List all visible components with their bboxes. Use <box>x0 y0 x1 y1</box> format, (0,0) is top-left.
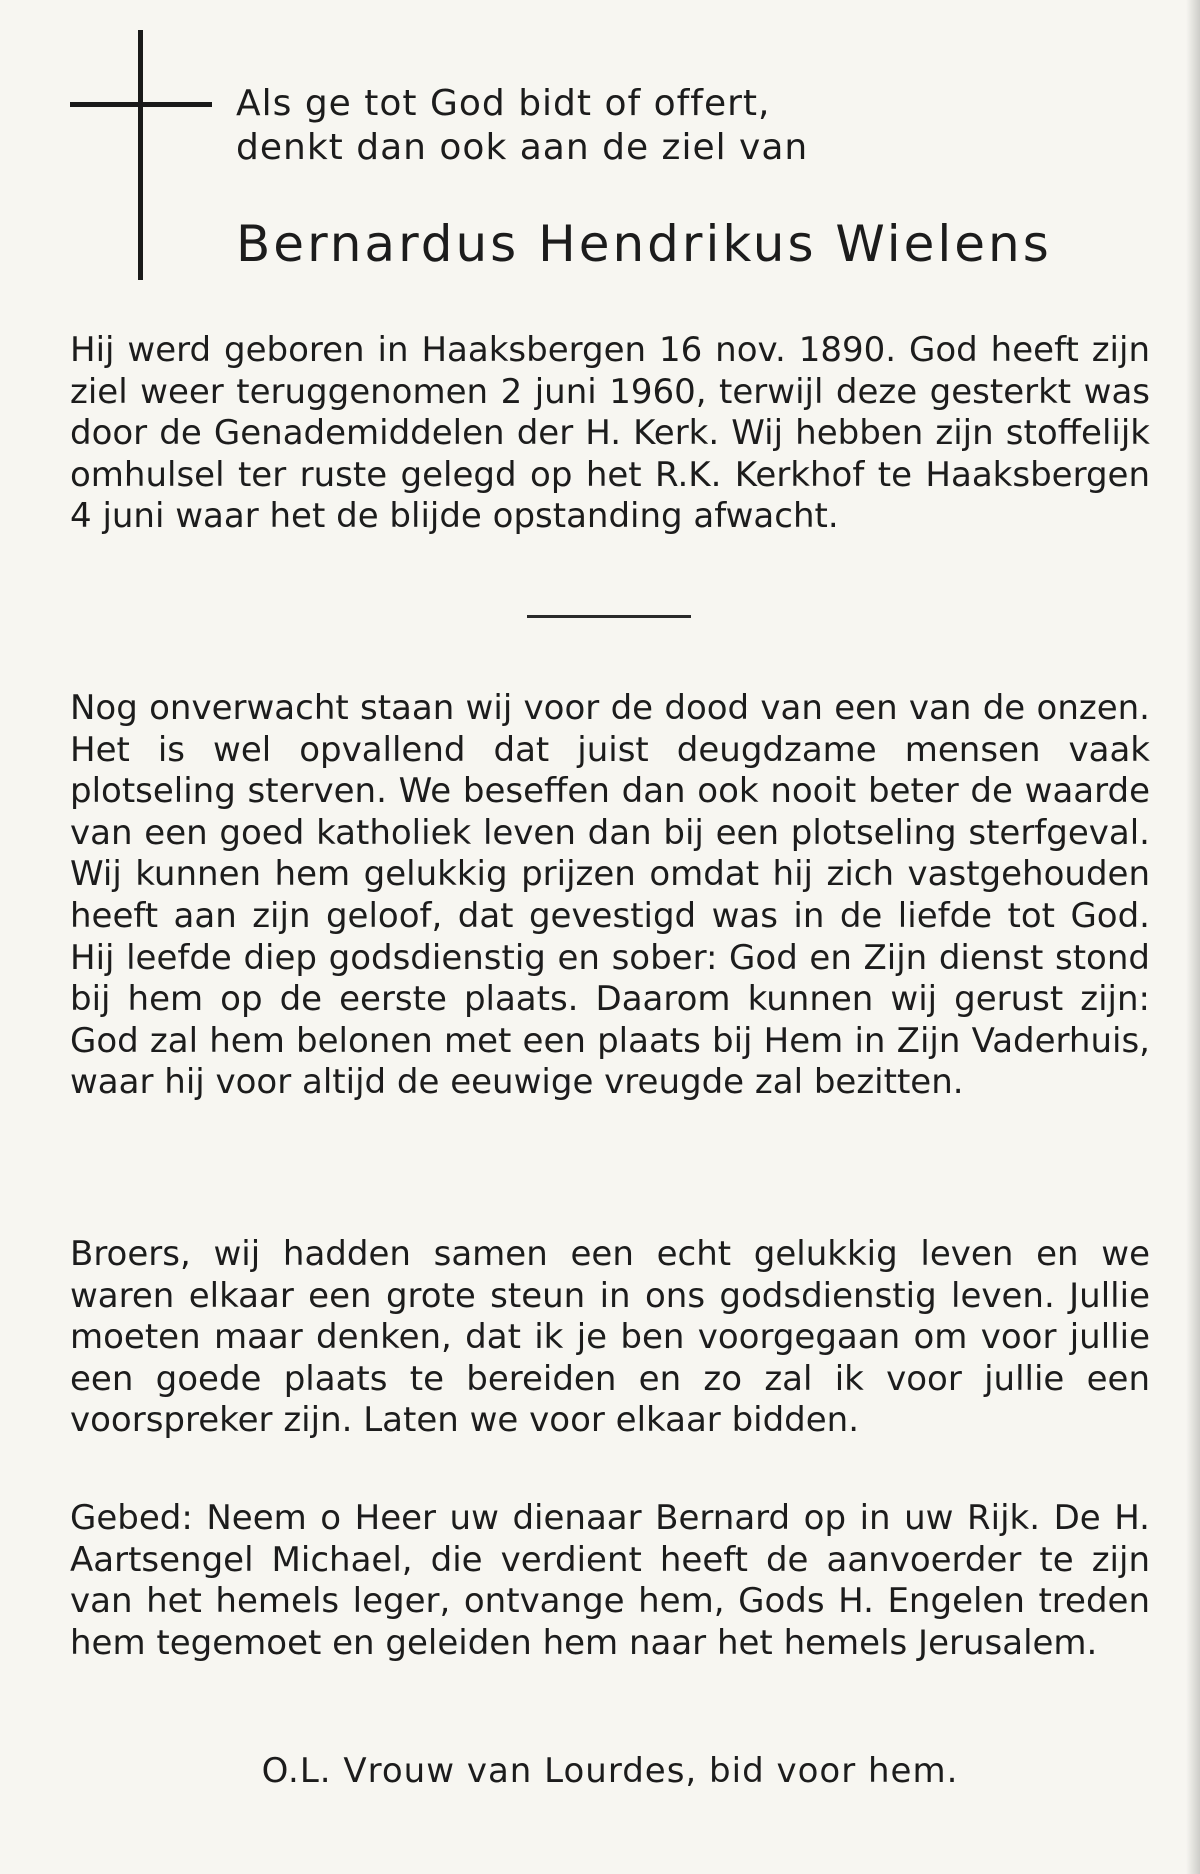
intro-line-2: denkt dan ook aan de ziel van <box>236 127 809 168</box>
card-edge <box>1186 0 1200 1874</box>
closing-invocation: O.L. Vrouw van Lourdes, bid voor hem. <box>261 1751 959 1791</box>
prayer-text: Neem o Heer uw dienaar Bernard op in uw Rijk. De H. Aartsengel Michael, die verdient heeft de aanvoerder te zijn van het hemels leger, ontvange hem, Gods H. Engelen treden hem tegemoet en geleiden hem naar het hemels Jerusalem. <box>70 1498 1150 1663</box>
intro-line-1: Als ge tot God bidt of offert, <box>236 83 771 124</box>
birth-paragraph: Hij werd geboren in Haaksbergen 16 nov. 1890. God heeft zijn ziel weer teruggenomen 2 juni 1960, terwijl deze gesterkt was door de Genademiddelen der H. Kerk. Wij hebben zijn stoffelijk omhulsel ter ruste gelegd op het R.K. Kerkhof te Haaksbergen 4 juni waar het de blijde opstanding afwacht. <box>70 330 1150 537</box>
prayer-paragraph <box>70 1498 1150 1664</box>
brothers-paragraph: Broers, wij hadden samen een echt gelukkig leven en we waren elkaar een grote steun in ons godsdienstig leven. Jullie moeten maar denken, dat ik je ben voorgegaan om voor jullie een goede plaats te bereiden en zo zal ik voor jullie een voorspreker zijn. Laten we voor elkaar bidden. <box>70 1234 1150 1441</box>
memorial-paragraph: Nog onverwacht staan wij voor de dood van een van de onzen. Het is wel opvallend dat juist deugdzame mensen vaak plotseling sterven. We beseffen dan ook nooit beter de waarde van een goed katholiek leven dan bij een plotseling sterfgeval. Wij kunnen hem gelukkig prijzen omdat hij zich vastgehouden heeft aan zijn geloof, dat gevestigd was in de liefde tot God. Hij leefde diep godsdienstig en sober: God en Zijn dienst stond bij hem op de eerste plaats. Daarom kunnen wij gerust zijn: God zal hem belonen met een plaats bij Hem in Zijn Vaderhuis, waar hij voor altijd de eeuwige vreugde zal bezitten. <box>70 688 1150 1103</box>
intro-text <box>236 82 1136 170</box>
cross-icon-crossbar <box>70 102 212 107</box>
cross-icon <box>138 30 143 280</box>
divider <box>527 615 691 618</box>
prayer-label: Gebed: <box>70 1498 193 1538</box>
deceased-name: Bernardus Hendrikus Wielens <box>236 215 1052 273</box>
